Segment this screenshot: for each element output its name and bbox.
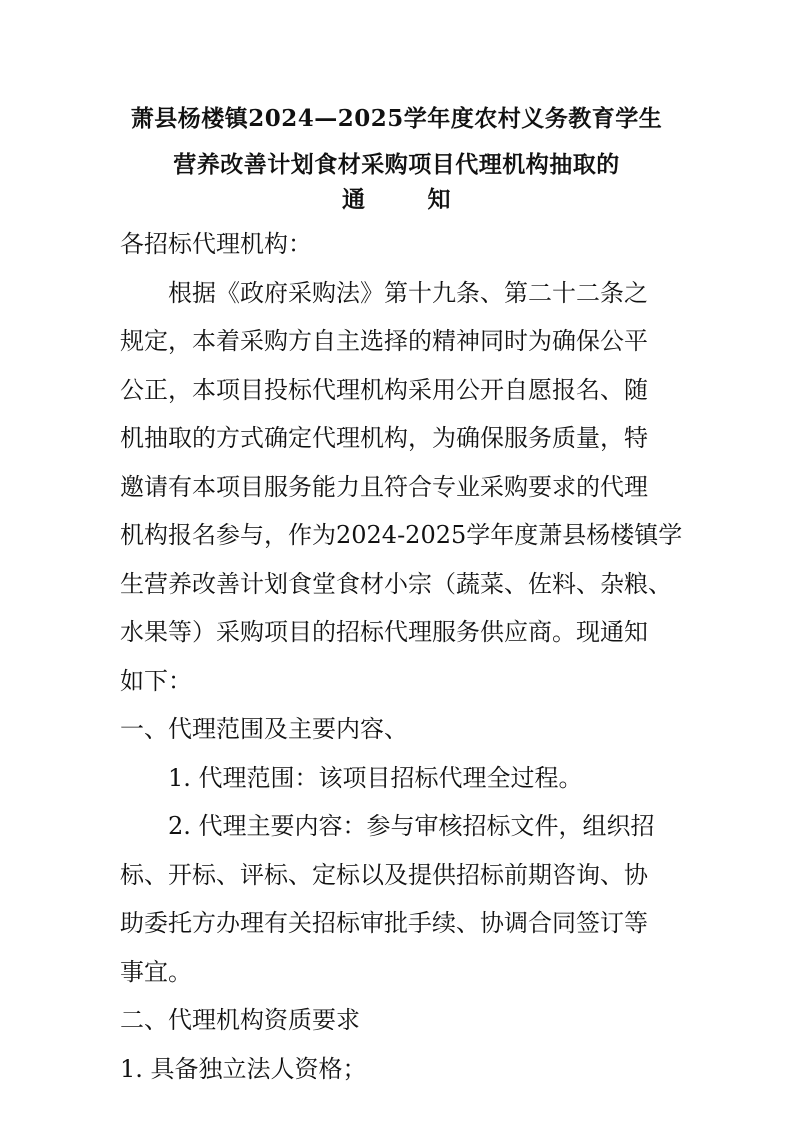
intro-line: 根据《政府采购法》第十九条、第二十二条之 (168, 278, 648, 307)
requirement-1: 1. 具备独立法人资格； (120, 1054, 367, 1083)
section-1-heading: 一、代理范围及主要内容、 (120, 715, 408, 743)
title-line-2: 营养改善计划食材采购项目代理机构抽取的 (173, 151, 620, 178)
intro-line: 机构报名参与，作为2024-2025学年度萧县杨楼镇学 (120, 521, 683, 549)
intro-line: 水果等）采购项目的招标代理服务供应商。现通知 (120, 618, 648, 646)
title-tong: 通 (342, 186, 366, 213)
intro-line: 规定，本着采购方自主选择的精神同时为确保公平 (120, 327, 648, 355)
section-2-heading: 二、代理机构资质要求 (120, 1006, 360, 1034)
item-2-line: 标、开标、评标、定标以及提供招标前期咨询、协 (120, 860, 648, 889)
intro-line: 如下： (120, 666, 192, 695)
intro-line: 生营养改善计划食堂食材小宗（蔬菜、佐料、杂粮、 (120, 569, 672, 598)
item-2-line: 助委托方办理有关招标审批手续、协调合同签订等 (120, 909, 648, 937)
intro-line: 邀请有本项目服务能力且符合专业采购要求的代理 (120, 472, 648, 501)
title-line-3 (0, 185, 793, 215)
salutation: 各招标代理机构： (120, 230, 312, 258)
item-2-line: 2. 代理主要内容：参与审核招标文件，组织招 (168, 812, 655, 840)
title-zhi: 知 (427, 186, 451, 213)
notice-body (120, 220, 683, 1093)
item-1: 1. 代理范围：该项目招标代理全过程。 (168, 763, 583, 792)
intro-line: 公正，本项目投标代理机构采用公开自愿报名、随 (120, 375, 648, 404)
title-line-1: 萧县杨楼镇2024—2025学年度农村义务教育学生 (130, 105, 663, 132)
item-2-line: 事宜。 (120, 957, 192, 986)
intro-line: 机抽取的方式确定代理机构，为确保服务质量，特 (120, 424, 648, 452)
